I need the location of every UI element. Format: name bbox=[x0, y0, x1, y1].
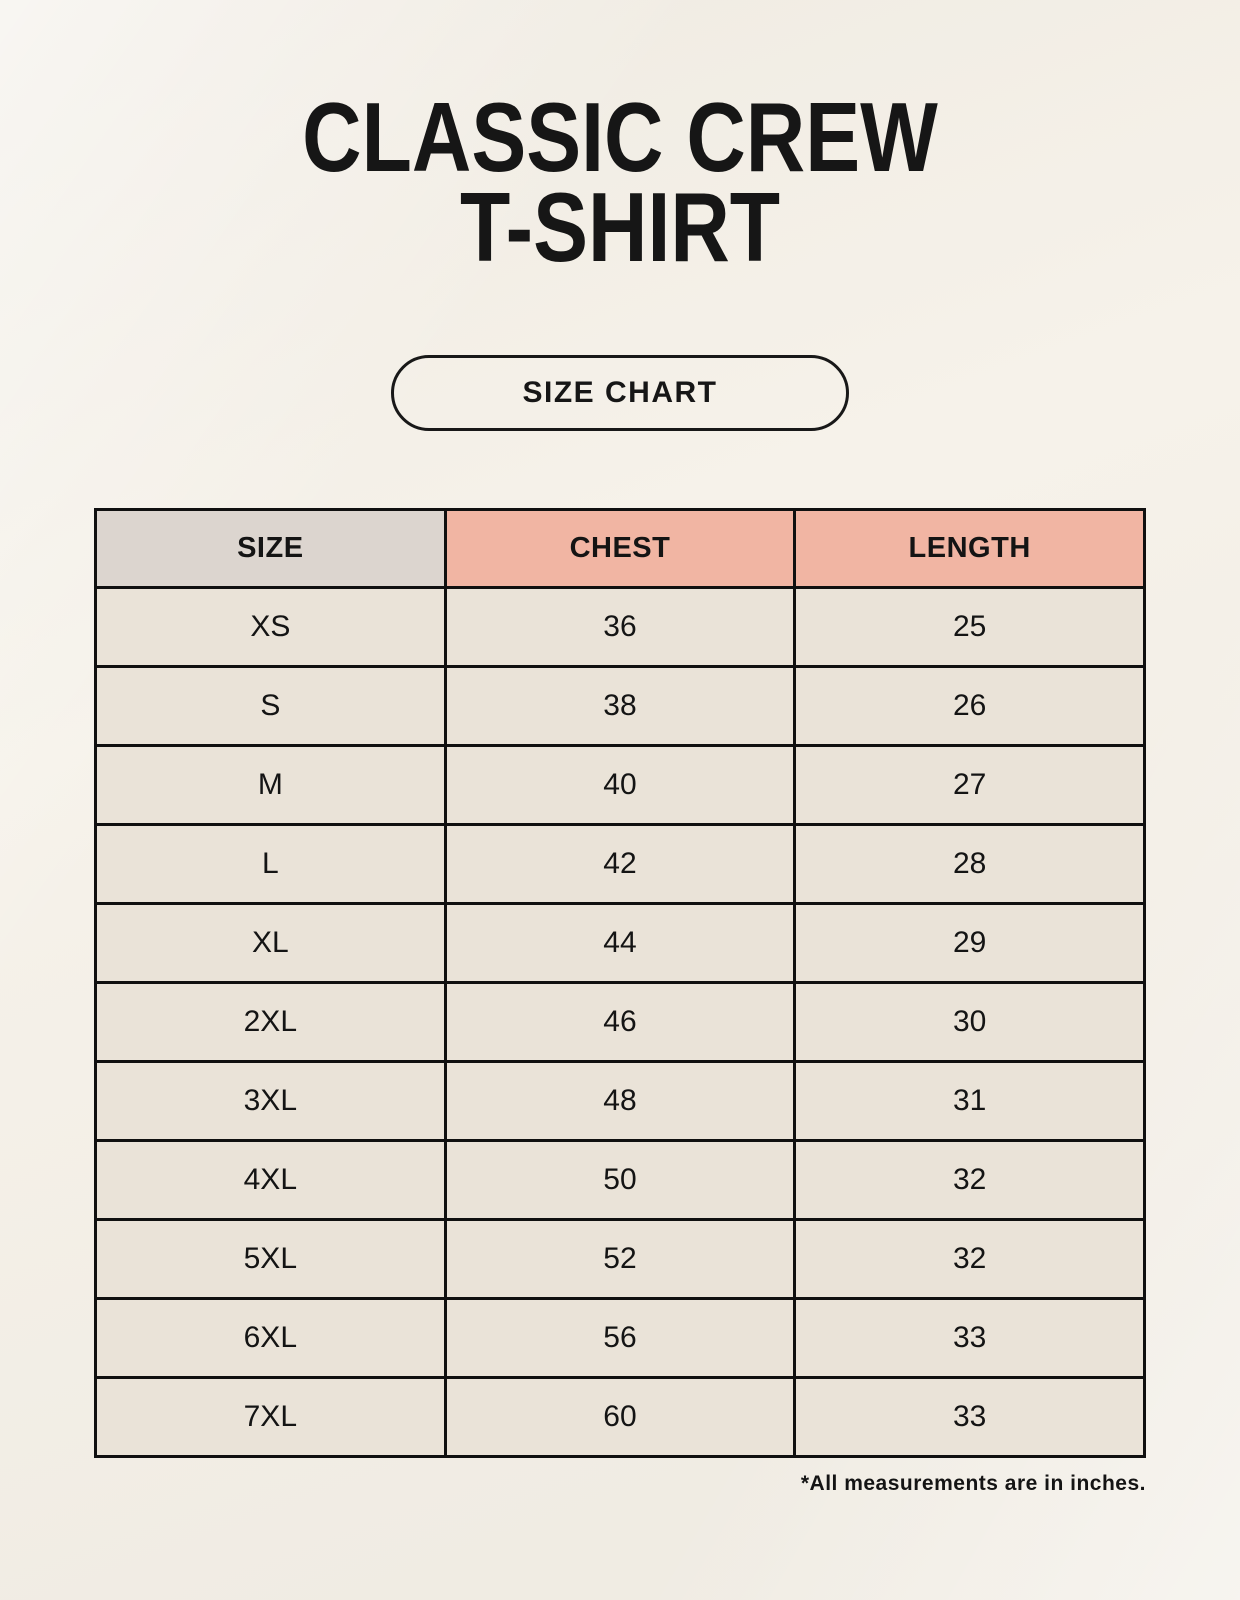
chest-cell: 38 bbox=[445, 667, 795, 746]
chest-cell: 56 bbox=[445, 1299, 795, 1378]
chest-cell: 60 bbox=[445, 1378, 795, 1457]
length-cell: 32 bbox=[795, 1220, 1145, 1299]
length-cell: 27 bbox=[795, 746, 1145, 825]
size-chart-table bbox=[94, 508, 1146, 1458]
page-title-line-2: T-SHIRT bbox=[459, 172, 781, 283]
page-title bbox=[99, 0, 1141, 283]
size-cell: 5XL bbox=[96, 1220, 446, 1299]
table-row bbox=[96, 1378, 1145, 1457]
size-cell: 4XL bbox=[96, 1141, 446, 1220]
table-row bbox=[96, 667, 1145, 746]
table-row bbox=[96, 588, 1145, 667]
table-row bbox=[96, 1299, 1145, 1378]
page-title-line-1: CLASSIC CREW bbox=[302, 82, 938, 192]
length-cell: 26 bbox=[795, 667, 1145, 746]
size-cell: 3XL bbox=[96, 1062, 446, 1141]
size-cell: L bbox=[96, 825, 446, 904]
table-row bbox=[96, 1220, 1145, 1299]
length-cell: 25 bbox=[795, 588, 1145, 667]
chest-cell: 48 bbox=[445, 1062, 795, 1141]
chest-cell: 52 bbox=[445, 1220, 795, 1299]
size-cell: 7XL bbox=[96, 1378, 446, 1457]
length-cell: 33 bbox=[795, 1378, 1145, 1457]
length-cell: 32 bbox=[795, 1141, 1145, 1220]
measurements-footnote: *All measurements are in inches. bbox=[800, 1472, 1146, 1496]
chest-cell: 50 bbox=[445, 1141, 795, 1220]
table-row bbox=[96, 746, 1145, 825]
length-cell: 30 bbox=[795, 983, 1145, 1062]
length-cell: 28 bbox=[795, 825, 1145, 904]
chest-cell: 44 bbox=[445, 904, 795, 983]
length-cell: 29 bbox=[795, 904, 1145, 983]
size-cell: M bbox=[96, 746, 446, 825]
length-cell: 33 bbox=[795, 1299, 1145, 1378]
header-row bbox=[96, 510, 1145, 588]
chest-cell: 42 bbox=[445, 825, 795, 904]
chest-cell: 40 bbox=[445, 746, 795, 825]
size-cell: 2XL bbox=[96, 983, 446, 1062]
size-cell: 6XL bbox=[96, 1299, 446, 1378]
table-row bbox=[96, 1141, 1145, 1220]
column-header-size: SIZE bbox=[96, 510, 446, 588]
column-header-length: LENGTH bbox=[795, 510, 1145, 588]
size-cell: S bbox=[96, 667, 446, 746]
chest-cell: 36 bbox=[445, 588, 795, 667]
length-cell: 31 bbox=[795, 1062, 1145, 1141]
table-header bbox=[96, 510, 1145, 588]
table-row bbox=[96, 983, 1145, 1062]
column-header-chest: CHEST bbox=[445, 510, 795, 588]
table-row bbox=[96, 904, 1145, 983]
size-cell: XL bbox=[96, 904, 446, 983]
size-cell: XS bbox=[96, 588, 446, 667]
table-row bbox=[96, 1062, 1145, 1141]
table-row bbox=[96, 825, 1145, 904]
size-chart-badge[interactable]: SIZE CHART bbox=[391, 355, 849, 431]
table-body bbox=[96, 588, 1145, 1457]
chest-cell: 46 bbox=[445, 983, 795, 1062]
